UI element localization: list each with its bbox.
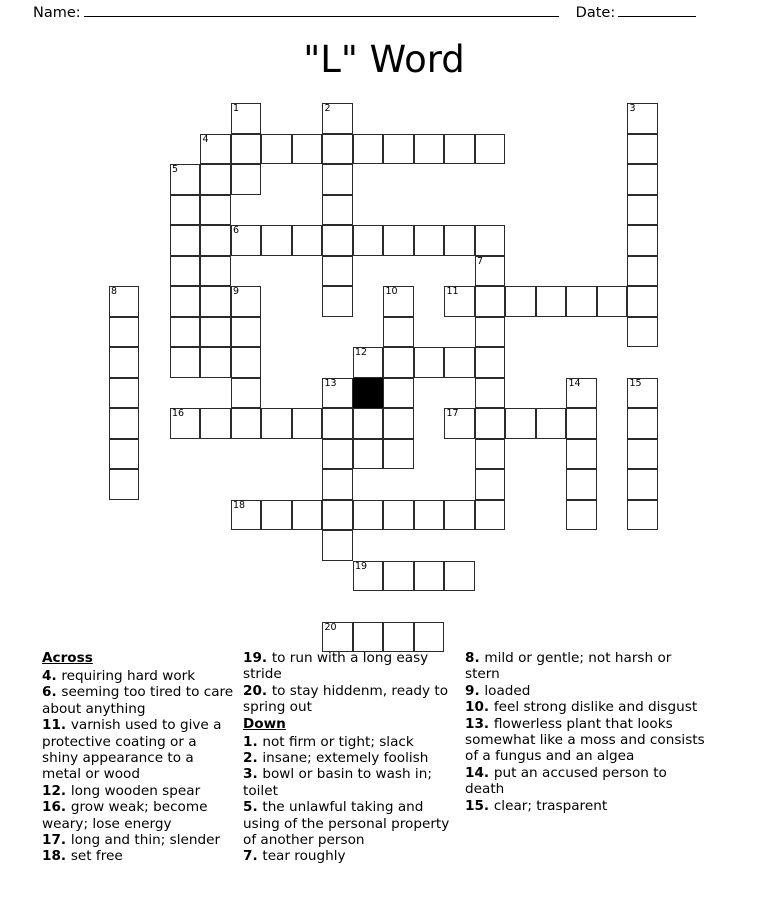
grid-cell[interactable]	[109, 408, 140, 439]
grid-cell[interactable]	[322, 256, 353, 287]
grid-cell-number: 13	[324, 377, 337, 389]
clue-text: to stay hiddenm, ready to spring out	[243, 682, 449, 716]
clue-column-left	[0, 650, 243, 901]
clue-text: the unlawful taking and using of the personal property of another person	[243, 799, 450, 849]
grid-cell[interactable]	[200, 134, 231, 165]
grid-cell[interactable]	[322, 286, 353, 317]
grid-cell[interactable]	[475, 256, 506, 287]
grid-cell[interactable]	[627, 256, 658, 287]
grid-cell[interactable]	[475, 408, 506, 439]
grid-cell[interactable]	[414, 500, 445, 531]
grid-cell[interactable]	[109, 439, 140, 470]
clue-text: requiring hard work	[61, 668, 196, 684]
grid-cell[interactable]	[444, 225, 475, 256]
grid-cell[interactable]	[322, 469, 353, 500]
grid-cell[interactable]	[231, 317, 262, 348]
clue-number: 5.	[243, 799, 263, 816]
grid-cell[interactable]	[231, 103, 262, 134]
grid-cell[interactable]	[627, 469, 658, 500]
grid-cell[interactable]	[383, 561, 414, 592]
grid-cell[interactable]	[231, 408, 262, 439]
grid-cell[interactable]	[627, 225, 658, 256]
grid-cell-number: 3	[629, 103, 636, 114]
clue-text: put an accused person to death	[465, 764, 667, 798]
clue-column-right	[465, 650, 715, 901]
grid-cell[interactable]	[627, 439, 658, 470]
grid-cell[interactable]	[170, 286, 201, 317]
clue-text: to run with a long easy stride	[243, 650, 429, 683]
grid-cell-number: 2	[324, 103, 331, 114]
grid-cell[interactable]	[627, 164, 658, 195]
clue-text: flowerless plant that looks somewhat like a moss and consists of a fungus and an algea	[465, 715, 705, 765]
grid-cell[interactable]	[536, 408, 567, 439]
grid-cell[interactable]	[200, 164, 231, 195]
grid-cell[interactable]	[383, 439, 414, 470]
grid-cell-number: 14	[568, 377, 581, 389]
grid-cell[interactable]	[261, 134, 292, 165]
clue-item	[42, 717, 235, 783]
grid-cell[interactable]	[627, 317, 658, 348]
grid-cell[interactable]	[322, 225, 353, 256]
clue-text: grow weak; become weary; lose energy	[42, 799, 208, 832]
grid-cell[interactable]	[414, 134, 445, 165]
grid-cell[interactable]	[566, 500, 597, 531]
date-field-group	[576, 4, 697, 21]
grid-cell[interactable]	[597, 286, 628, 317]
grid-cell[interactable]	[627, 134, 658, 165]
clue-item	[243, 750, 457, 766]
clue-number: 1.	[243, 733, 263, 750]
grid-cell-number: 1	[233, 103, 240, 114]
grid-cell-number: 15	[629, 377, 642, 389]
grid-cell[interactable]	[292, 500, 323, 531]
grid-cell-number: 8	[111, 286, 118, 297]
grid-cell[interactable]	[231, 347, 262, 378]
across-heading: Across	[42, 650, 93, 666]
grid-cell-number: 6	[233, 225, 240, 236]
grid-cell[interactable]	[566, 408, 597, 439]
grid-cell[interactable]	[475, 469, 506, 500]
grid-cell[interactable]	[536, 286, 567, 317]
grid-cell[interactable]	[566, 469, 597, 500]
clue-text: set free	[70, 848, 123, 865]
clue-text: tear roughly	[262, 848, 346, 865]
grid-cell[interactable]	[566, 439, 597, 470]
grid-cell-number: 20	[324, 621, 337, 633]
grid-cell[interactable]	[292, 408, 323, 439]
grid-cell[interactable]	[200, 317, 231, 348]
clue-number: 13.	[465, 715, 494, 732]
grid-cell[interactable]	[231, 500, 262, 531]
grid-cell[interactable]	[627, 378, 658, 409]
clue-item	[243, 734, 457, 750]
clue-number: 10.	[465, 699, 494, 716]
grid-cell[interactable]	[475, 134, 506, 165]
grid-cell[interactable]	[200, 286, 231, 317]
clue-item	[42, 668, 235, 684]
grid-cell[interactable]	[353, 439, 384, 470]
clue-item	[243, 799, 457, 848]
grid-cell[interactable]	[444, 408, 475, 439]
clue-item	[243, 766, 457, 799]
grid-cell[interactable]	[475, 439, 506, 470]
clue-text: feel strong dislike and disgust	[493, 699, 698, 716]
grid-cell[interactable]	[109, 347, 140, 378]
grid-cell[interactable]	[353, 408, 384, 439]
grid-cell[interactable]	[170, 408, 201, 439]
grid-cell[interactable]	[353, 134, 384, 165]
grid-cell[interactable]	[322, 500, 353, 531]
grid-cell-number: 16	[172, 408, 185, 419]
grid-cell[interactable]	[261, 500, 292, 531]
grid-cell[interactable]	[566, 378, 597, 409]
grid-cell[interactable]	[414, 347, 445, 378]
clue-text: mild or gentle; not harsh or stern	[465, 650, 672, 683]
grid-cell[interactable]	[200, 408, 231, 439]
grid-cell[interactable]	[231, 378, 262, 409]
clue-number: 18.	[42, 848, 71, 865]
grid-cell[interactable]	[383, 500, 414, 531]
grid-cell-number: 17	[446, 408, 459, 419]
clue-number: 3.	[243, 766, 263, 783]
clue-text: long wooden spear	[70, 782, 201, 799]
clue-item	[243, 650, 457, 683]
grid-cell[interactable]	[170, 347, 201, 378]
grid-cell[interactable]	[444, 347, 475, 378]
grid-cell[interactable]	[475, 378, 506, 409]
grid-cell-number: 5	[172, 164, 179, 175]
clue-text: varnish used to give a protective coating or a shiny appearance to a metal or wood	[42, 717, 222, 783]
grid-cell[interactable]	[322, 134, 353, 165]
clue-text: not firm or tight; slack	[262, 733, 414, 750]
grid-cell[interactable]	[170, 164, 201, 195]
grid-cell[interactable]	[383, 134, 414, 165]
grid-cell[interactable]	[475, 347, 506, 378]
grid-cell-number: 11	[446, 286, 459, 297]
grid-cell[interactable]	[414, 225, 445, 256]
clue-item	[465, 683, 707, 699]
clue-item	[465, 716, 707, 765]
grid-cell[interactable]	[627, 286, 658, 317]
grid-cell[interactable]	[170, 256, 201, 287]
clue-number: 4.	[42, 668, 62, 684]
clue-item	[465, 798, 707, 814]
clue-text: loaded	[484, 682, 531, 699]
clue-item	[42, 684, 235, 717]
date-label: Date:	[575, 5, 616, 21]
page-title: "L" Word	[303, 38, 465, 81]
clue-item	[42, 848, 235, 864]
grid-cell[interactable]	[627, 408, 658, 439]
grid-cell[interactable]	[231, 286, 262, 317]
grid-cell[interactable]	[383, 347, 414, 378]
date-write-line[interactable]	[618, 4, 696, 17]
clue-number: 11.	[42, 717, 71, 734]
clue-text: bowl or basin to wash in; toilet	[243, 766, 432, 799]
clue-item	[243, 848, 457, 864]
clue-number: 12.	[42, 782, 71, 799]
grid-cell[interactable]	[627, 500, 658, 531]
grid-cell-number: 9	[233, 286, 240, 297]
worksheet-header	[0, 0, 768, 30]
grid-cell[interactable]	[322, 439, 353, 470]
grid-cell-number: 18	[233, 499, 246, 511]
grid-cell[interactable]	[414, 561, 445, 592]
name-field-group	[33, 4, 559, 21]
grid-cell-blocked	[353, 378, 384, 409]
grid-cell[interactable]	[353, 225, 384, 256]
clue-item	[42, 832, 235, 848]
clue-item	[465, 765, 707, 798]
grid-cell[interactable]	[109, 378, 140, 409]
grid-cell[interactable]	[475, 500, 506, 531]
clue-text: insane; extemely foolish	[262, 750, 429, 767]
grid-cell[interactable]	[170, 195, 201, 226]
clue-item	[243, 683, 457, 716]
clue-number: 9.	[465, 682, 485, 699]
clue-item	[465, 699, 707, 715]
grid-cell[interactable]	[322, 164, 353, 195]
grid-cell[interactable]	[383, 317, 414, 348]
grid-cell[interactable]	[109, 317, 140, 348]
grid-cell[interactable]	[200, 225, 231, 256]
grid-cell[interactable]	[322, 378, 353, 409]
clue-number: 6.	[42, 684, 62, 701]
grid-cell-number: 12	[355, 347, 368, 358]
grid-cell[interactable]	[383, 225, 414, 256]
grid-cell[interactable]	[322, 622, 353, 653]
grid-cell-number: 4	[202, 133, 209, 145]
clue-item	[42, 799, 235, 832]
grid-cell[interactable]	[627, 195, 658, 226]
grid-cell-number: 19	[355, 560, 368, 572]
grid-cell[interactable]	[109, 286, 140, 317]
grid-cell-number: 10	[385, 286, 398, 297]
grid-cell[interactable]	[627, 103, 658, 134]
grid-cell-number: 7	[477, 255, 484, 267]
clue-text: long and thin; slender	[70, 832, 221, 849]
grid-cell[interactable]	[200, 195, 231, 226]
grid-cell[interactable]	[383, 378, 414, 409]
clue-number: 20.	[243, 682, 272, 699]
grid-cell[interactable]	[444, 134, 475, 165]
clue-number: 19.	[243, 650, 272, 666]
grid-cell[interactable]	[292, 134, 323, 165]
grid-cell[interactable]	[261, 225, 292, 256]
grid-cell[interactable]	[566, 286, 597, 317]
grid-cell[interactable]	[444, 561, 475, 592]
clue-number: 8.	[465, 650, 485, 666]
grid-cell[interactable]	[353, 561, 384, 592]
grid-cell[interactable]	[200, 256, 231, 287]
clue-number: 17.	[42, 832, 71, 849]
grid-cell[interactable]	[322, 103, 353, 134]
grid-cell[interactable]	[200, 347, 231, 378]
grid-cell[interactable]	[475, 286, 506, 317]
clue-number: 14.	[465, 764, 494, 781]
clue-column-middle	[243, 650, 465, 901]
clue-text: seeming too tired to care about anything	[42, 684, 234, 717]
grid-cell[interactable]	[414, 622, 445, 653]
grid-cell[interactable]	[231, 164, 262, 195]
grid-cell[interactable]	[353, 347, 384, 378]
grid-cell[interactable]	[231, 225, 262, 256]
grid-cell[interactable]	[444, 286, 475, 317]
grid-cell[interactable]	[383, 622, 414, 653]
grid-cell[interactable]	[475, 317, 506, 348]
grid-cell[interactable]	[170, 317, 201, 348]
grid-cell[interactable]	[383, 286, 414, 317]
grid-cell[interactable]	[353, 622, 384, 653]
clue-number: 7.	[243, 848, 263, 865]
grid-cell[interactable]	[322, 530, 353, 561]
clue-number: 2.	[243, 750, 263, 767]
name-label: Name:	[33, 5, 81, 21]
grid-cell[interactable]	[231, 134, 262, 165]
clue-number: 15.	[465, 797, 494, 814]
grid-cell[interactable]	[292, 225, 323, 256]
down-heading: Down	[243, 715, 286, 732]
grid-cell[interactable]	[383, 408, 414, 439]
grid-cell[interactable]	[322, 408, 353, 439]
clue-number: 16.	[42, 799, 71, 816]
grid-cell[interactable]	[353, 500, 384, 531]
clue-text: clear; trasparent	[493, 797, 608, 814]
grid-cell[interactable]	[170, 225, 201, 256]
grid-cell[interactable]	[444, 500, 475, 531]
grid-cell[interactable]	[505, 408, 536, 439]
grid-cell[interactable]	[109, 469, 140, 500]
grid-cell[interactable]	[505, 286, 536, 317]
grid-cell[interactable]	[475, 225, 506, 256]
name-write-line[interactable]	[84, 4, 559, 17]
grid-cell[interactable]	[322, 195, 353, 226]
clues-area	[0, 650, 768, 901]
grid-cell[interactable]	[261, 408, 292, 439]
clue-item	[465, 650, 707, 683]
clue-item	[42, 783, 235, 799]
